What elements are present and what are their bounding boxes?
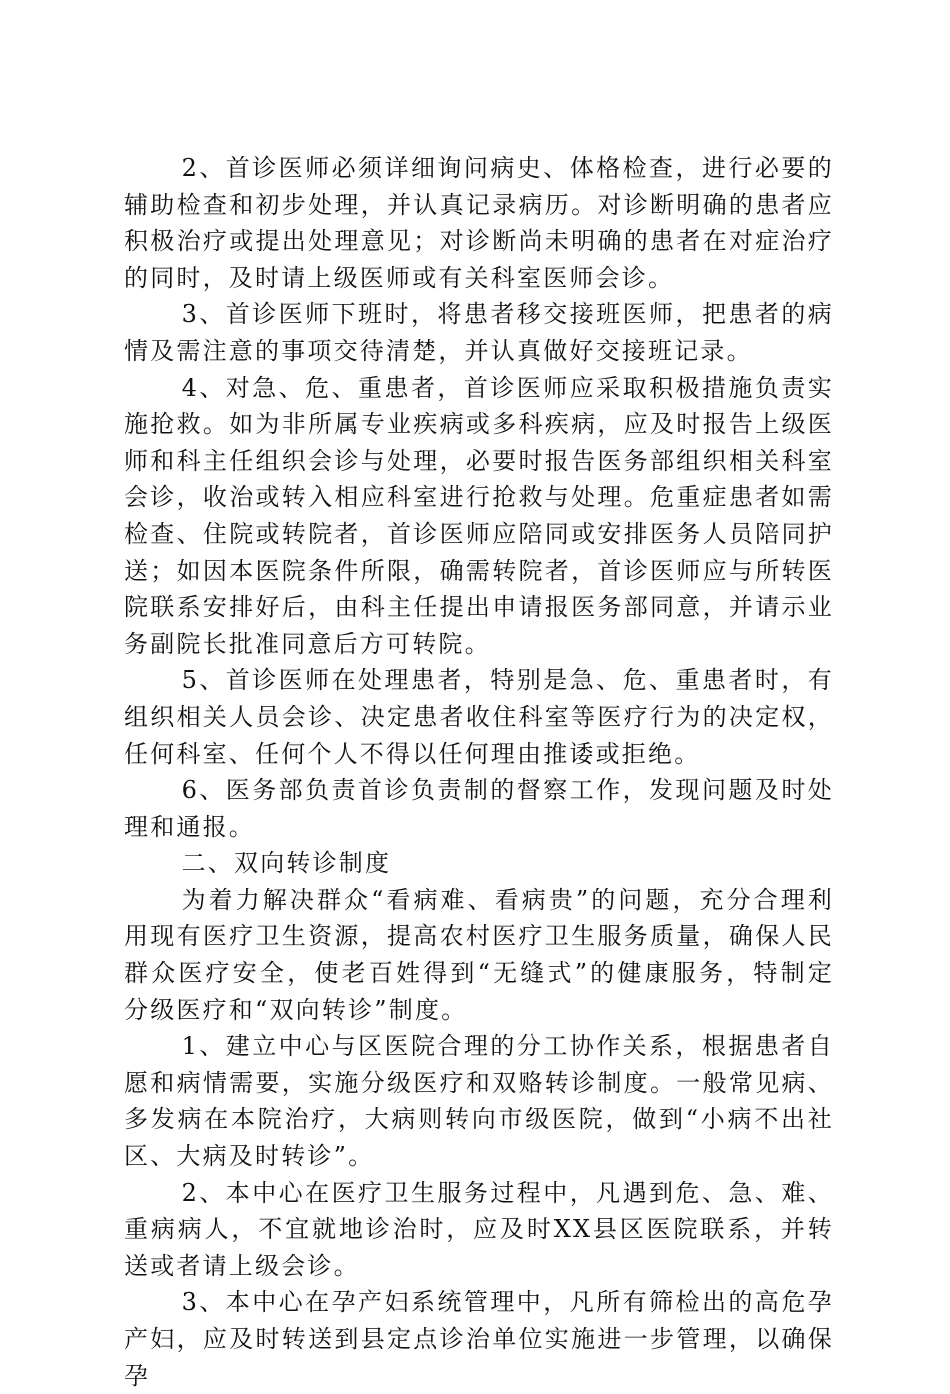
paragraph-referral-1: 1、建立中心与区医院合理的分工协作关系，根据患者自愿和病情需要，实施分级医疗和双赂转诊制度。一般常见病、多发病在本院治疗，大病则转向市级医院，做到“小病不出社区、大病及时转诊”。: [124, 1032, 834, 1171]
document-body: [124, 150, 834, 1394]
paragraph-item-5: 5、首诊医师在处理患者，特别是急、危、重患者时，有组织相关人员会诊、决定患者收住科室等医疗行为的决定权，任何科室、任何个人不得以任何理由推诿或拒绝。: [124, 666, 834, 768]
paragraph-intro: 为着力解决群众“看病难、看病贵”的问题，充分合理利用现有医疗卫生资源，提高农村医疗卫生服务质量，确保人民群众医疗安全，使老百姓得到“无缝式”的健康服务，特制定分级医疗和“双向转诊”制度。: [124, 885, 834, 1024]
paragraph-item-4: 4、对急、危、重患者，首诊医师应采取积极措施负责实施抢救。如为非所属专业疾病或多科疾病，应及时报告上级医师和科主任组织会诊与处理，必要时报告医务部组织相关科室会诊，收治或转入相应科室进行抢救与处理。危重症患者如需检查、住院或转院者，首诊医师应陪同或安排医务人员陪同护送；如因本医院条件所限，确需转院者，首诊医师应与所转医院联系安排好后，由科主任提出申请报医务部同意，并请示业务副院长批准同意后方可转院。: [124, 373, 834, 658]
paragraph-item-6: 6、医务部负责首诊负责制的督察工作，发现问题及时处理和通报。: [124, 776, 834, 841]
section-heading-referral: 二、双向转诊制度: [181, 849, 392, 878]
paragraph-referral-2: 2、本中心在医疗卫生服务过程中，凡遇到危、急、难、重病病人，不宜就地诊治时，应及时XX县区医院联系，并转送或者请上级会诊。: [124, 1178, 834, 1280]
paragraph-item-3: 3、首诊医师下班时，将患者移交接班医师，把患者的病情及需注意的事项交待清楚，并认真做好交接班记录。: [124, 300, 834, 365]
paragraph-item-2: 2、首诊医师必须详细询问病史、体格检查，进行必要的辅助检查和初步处理，并认真记录病历。对诊断明确的患者应积极治疗或提出处理意见；对诊断尚未明确的患者在对症治疗的同时，及时请上级医师或有关科室医师会诊。: [124, 154, 834, 292]
paragraph-referral-3: 3、本中心在孕产妇系统管理中，凡所有筛检出的高危孕产妇，应及时转送到县定点诊治单位实施进一步管理，以确保孕: [124, 1288, 834, 1390]
